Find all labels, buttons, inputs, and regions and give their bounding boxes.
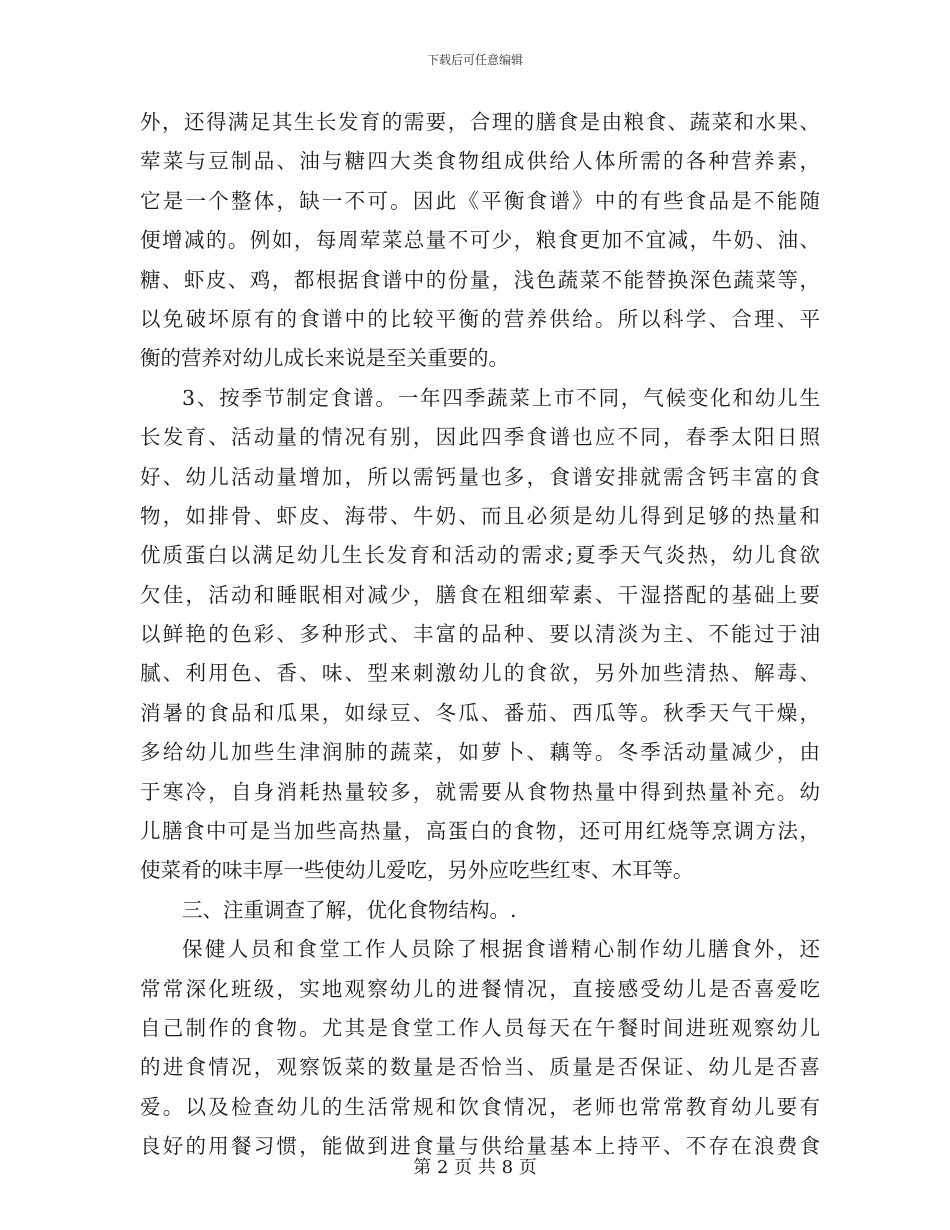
paragraph-line: 糖、虾皮、鸡，都根据食谱中的份量，浅色蔬菜不能替换深色蔬菜等， <box>140 267 820 292</box>
paragraph-line: 好、幼儿活动量增加，所以需钙量也多，食谱安排就需含钙丰富的食 <box>140 464 820 489</box>
paragraph-line: 良好的用餐习惯，能做到进食量与供给量基本上持平、不存在浪费食 <box>140 1134 820 1159</box>
paragraph-line: 多给幼儿加些生津润肺的蔬菜，如萝卜、藕等。冬季活动量减少，由 <box>140 740 820 765</box>
paragraph-line: 消暑的食品和瓜果，如绿豆、冬瓜、番茄、西瓜等。秋季天气干燥， <box>140 700 820 725</box>
paragraph-line: 的进食情况，观察饭菜的数量是否恰当、质量是否保证、幼儿是否喜 <box>140 1055 820 1080</box>
paragraph-line: 外，还得满足其生长发育的需要，合理的膳食是由粮食、蔬菜和水果、 <box>140 110 820 134</box>
paragraph-line: 自己制作的食物。尤其是食堂工作人员每天在午餐时间进班观察幼儿 <box>140 1015 820 1040</box>
paragraph-line: 长发育、活动量的情况有别，因此四季食谱也应不同，春季太阳日照 <box>140 425 820 450</box>
paragraph-line: 保健人员和食堂工作人员除了根据食谱精心制作幼儿膳食外，还 <box>182 937 820 962</box>
section-heading: 三、注重调查了解，优化食物结构。. <box>182 897 517 922</box>
paragraph-line: 衡的营养对幼儿成长来说是至关重要的。 <box>140 346 509 371</box>
paragraph-line: 于寒冷，自身消耗热量较多，就需要从食物热量中得到热量补充。幼 <box>140 779 820 804</box>
page-number: 第 2 页 共 8 页 <box>413 1157 537 1178</box>
paragraph-line: 便增减的。例如，每周荤菜总量不可少，粮食更加不宜减，牛奶、油、 <box>140 228 820 253</box>
paragraph-line: 优质蛋白以满足幼儿生长发育和活动的需求;夏季天气炎热，幼儿食欲 <box>140 543 820 568</box>
paragraph-line: 腻、利用色、香、味、型来刺激幼儿的食欲，另外加些清热、解毒、 <box>140 661 820 686</box>
page-header: 下载后可任意编辑 <box>426 53 523 67</box>
paragraph-line: 以免破坏原有的食谱中的比较平衡的营养供给。所以科学、合理、平 <box>140 306 820 331</box>
paragraph-line: 它是一个整体，缺一不可。因此《平衡食谱》中的有些食品是不能随 <box>140 188 820 213</box>
paragraph-line: 以鲜艳的色彩、多种形式、丰富的品种、要以清淡为主、不能过于油 <box>140 622 820 647</box>
paragraph-line: 欠佳，活动和睡眠相对减少，膳食在粗细荤素、干湿搭配的基础上要 <box>140 582 820 607</box>
paragraph-line: 常常深化班级，实地观察幼儿的进餐情况，直接感受幼儿是否喜爱吃 <box>140 976 820 1001</box>
paragraph-line: 使菜肴的味丰厚一些使幼儿爱吃，另外应吃些红枣、木耳等。 <box>140 858 694 883</box>
paragraph-line: 3、按季节制定食谱。一年四季蔬菜上市不同，气候变化和幼儿生 <box>182 385 820 410</box>
paragraph-line: 荤菜与豆制品、油与糖四大类食物组成供给人体所需的各种营养素， <box>140 149 820 174</box>
paragraph-line: 儿膳食中可是当加些高热量，高蛋白的食物，还可用红烧等烹调方法， <box>140 819 820 844</box>
paragraph-line: 物，如排骨、虾皮、海带、牛奶、而且必须是幼儿得到足够的热量和 <box>140 503 820 528</box>
body-text <box>140 103 820 1167</box>
paragraph-line: 爱。以及检查幼儿的生活常规和饮食情况，老师也常常教育幼儿要有 <box>140 1094 820 1119</box>
